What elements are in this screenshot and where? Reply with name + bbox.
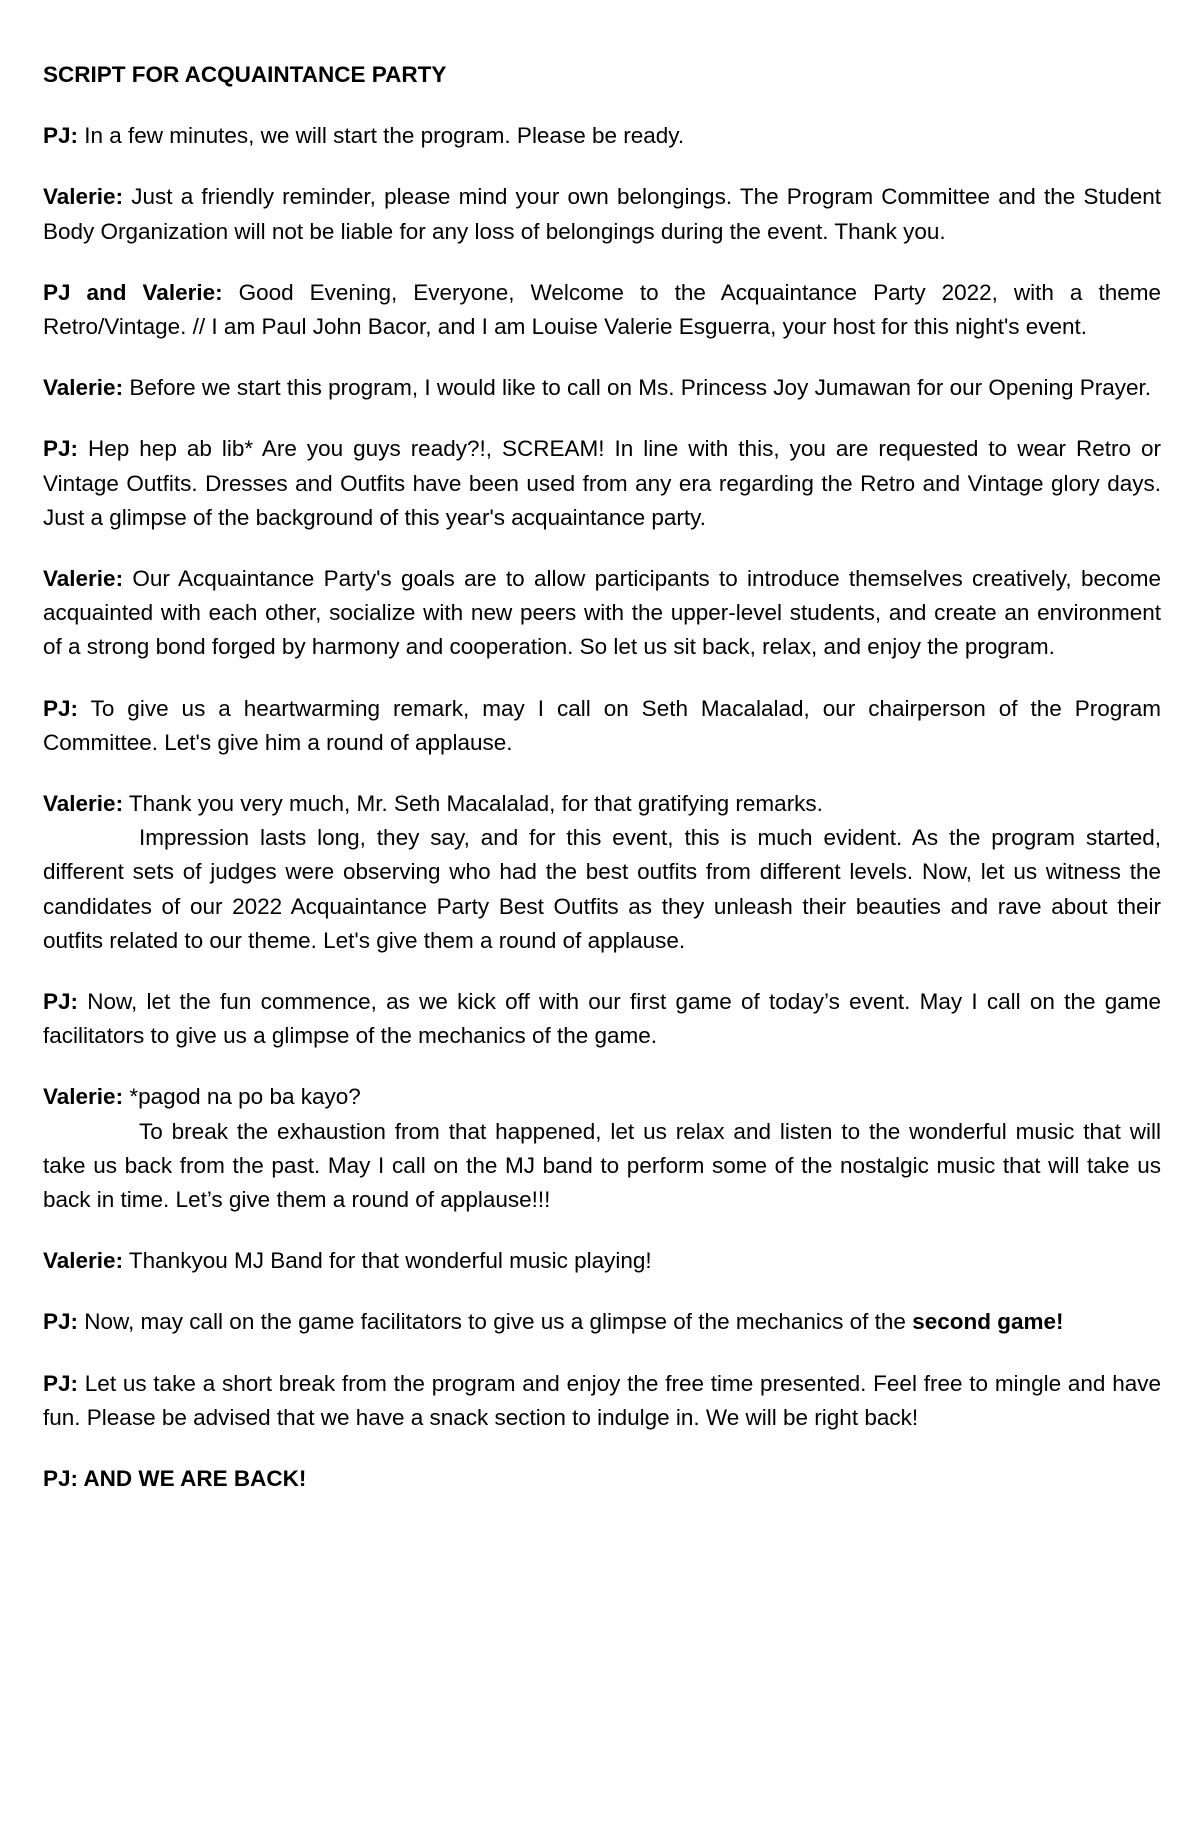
speaker-label: PJ and Valerie: [43, 279, 223, 305]
speaker-label: Valerie: [43, 791, 124, 817]
speaker-label: PJ: [43, 436, 79, 462]
speaker-label: Valerie: [43, 1084, 124, 1110]
script-line [43, 1462, 1161, 1496]
script-line [43, 562, 1161, 665]
script-line [43, 787, 1161, 958]
line-text: Our Acquaintance Party's goals are to allow participants to introduce themselves creatively, become acquainted with each other, socialize with new peers with the upper-level students, and create an environment of a strong bond forged by harmony and cooperation. So let us sit back, relax, and enjoy the program. [43, 566, 1161, 660]
line-text: To give us a heartwarming remark, may I call on Seth Macalalad, our chairperson of the Program Committee. Let's give him a round of applause. [43, 695, 1161, 755]
speaker-label: Valerie: [43, 375, 124, 401]
script-line [43, 1080, 1161, 1217]
speaker-label: PJ: [43, 1466, 79, 1492]
script-line [43, 276, 1161, 344]
speaker-label: PJ: [43, 989, 79, 1015]
speaker-label: Valerie: [43, 1248, 124, 1274]
script-line [43, 371, 1161, 405]
document-title: SCRIPT FOR ACQUAINTANCE PARTY [43, 62, 447, 87]
speaker-label: PJ: [43, 1370, 79, 1396]
line-continuation: Impression lasts long, they say, and for this event, this is much evident. As the program started, different sets of judges were observing who had the best outfits from different levels. Now, let us witness the candidates of our 2022 Acquaintance Party Best Outfits as they unleash their beauties and rave about their outfits related to our theme. Let's give them a round of applause. [43, 825, 1161, 953]
speaker-label: Valerie: [43, 566, 124, 592]
line-text: In a few minutes, we will start the program. Please be ready. [78, 123, 685, 149]
script-line [43, 1244, 1161, 1278]
line-text: Before we start this program, I would like to call on Ms. Princess Joy Jumawan for our Opening Prayer. [123, 375, 1151, 401]
line-continuation: To break the exhaustion from that happened, let us relax and listen to the wonderful music that will take us back from the past. May I call on the MJ band to perform some of the nostalgic music that will take us back in time. Let’s give them a round of applause!!! [43, 1118, 1161, 1213]
line-text: Thankyou MJ Band for that wonderful music playing! [123, 1248, 652, 1274]
script-line [43, 1367, 1161, 1435]
line-text: *pagod na po ba kayo? [123, 1084, 361, 1110]
document-page [43, 58, 1161, 1496]
line-text: Let us take a short break from the program and enjoy the free time presented. Feel free to mingle and have fun. Please be advised that we have a snack section to indulge in. We will be right back! [43, 1370, 1161, 1430]
line-text: Good Evening, Everyone, Welcome to the Acquaintance Party 2022, with a theme Retro/Vintage. // I am Paul John Bacor, and I am Louise Valerie Esguerra, your host for this night's event. [43, 279, 1161, 340]
line-text: Thank you very much, Mr. Seth Macalalad, for that gratifying remarks. [123, 791, 823, 817]
script-line [43, 119, 1161, 153]
script-line [43, 432, 1161, 535]
script-line [43, 985, 1161, 1053]
line-text: Now, may call on the game facilitators to give us a glimpse of the mechanics of the [78, 1309, 913, 1335]
speaker-label: PJ: [43, 1309, 79, 1335]
speaker-label: Valerie: [43, 184, 124, 210]
line-bold-text: AND WE ARE BACK! [78, 1466, 307, 1492]
script-line [43, 692, 1161, 760]
line-text: Hep hep ab lib* Are you guys ready?!, SCREAM! In line with this, you are requested to wear Retro or Vintage Outfits. Dresses and Outfits have been used from any era regarding the Retro and Vintage glory days. Just a glimpse of the background of this year's acquaintance party. [43, 436, 1161, 530]
line-bold-tail: second game! [912, 1309, 1064, 1335]
speaker-label: PJ: [43, 695, 79, 721]
script-line [43, 180, 1161, 248]
line-text: Just a friendly reminder, please mind your own belongings. The Program Committee and the Student Body Organization will not be liable for any loss of belongings during the event. Thank you. [43, 184, 1161, 244]
script-line [43, 1305, 1161, 1339]
speaker-label: PJ: [43, 123, 79, 149]
line-text: Now, let the fun commence, as we kick off with our first game of today’s event. May I call on the game facilitators to give us a glimpse of the mechanics of the game. [43, 989, 1161, 1049]
